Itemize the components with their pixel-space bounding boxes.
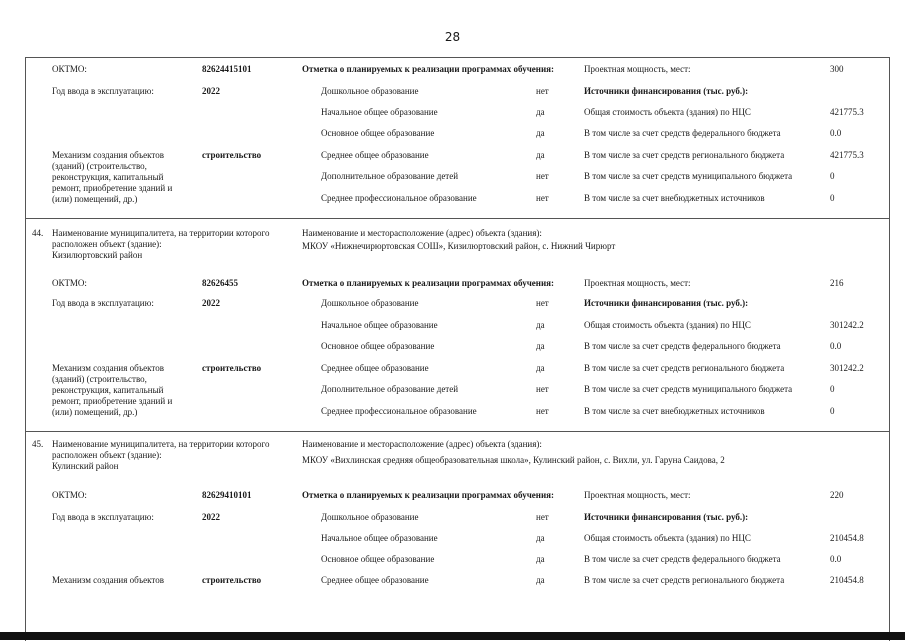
funding-value: 421775.3	[830, 107, 864, 117]
program-name: Среднее общее образование	[321, 575, 429, 585]
funding-name: Общая стоимость объекта (здания) по НЦС	[584, 107, 751, 117]
program-value: нет	[536, 406, 549, 416]
entry-number: 44.	[32, 228, 44, 238]
program-value: да	[536, 554, 545, 564]
oktmo-value: 82629410101	[202, 490, 252, 500]
entry-number: 45.	[32, 439, 44, 449]
program-name: Дополнительное образование детей	[321, 171, 459, 181]
scan-edge	[0, 632, 905, 640]
program-value: нет	[536, 193, 549, 203]
program-value: нет	[536, 298, 549, 308]
funding-value: 0.0	[830, 128, 842, 138]
program-value: да	[536, 128, 545, 138]
capacity-value: 300	[830, 64, 844, 74]
capacity-label: Проектная мощность, мест:	[584, 64, 691, 74]
year-label: Год ввода в эксплуатацию:	[52, 298, 154, 308]
funding-name: В том числе за счет средств регионального бюджета	[584, 363, 785, 373]
program-name: Начальное общее образование	[321, 533, 438, 543]
program-value: нет	[536, 384, 549, 394]
funding-value: 210454.8	[830, 533, 864, 543]
program-name: Среднее профессиональное образование	[321, 406, 477, 416]
program-value: да	[536, 575, 545, 585]
program-name: Начальное общее образование	[321, 107, 438, 117]
object-value: МКОУ «Нижнечирюртовская СОШ», Кизилюртовский район, с. Нижний Чирюрт	[302, 241, 616, 251]
funding-name: Общая стоимость объекта (здания) по НЦС	[584, 320, 751, 330]
funding-name: В том числе за счет средств муниципального бюджета	[584, 171, 793, 181]
program-name: Среднее общее образование	[321, 363, 429, 373]
program-name: Дополнительное образование детей	[321, 384, 459, 394]
oktmo-label: ОКТМО:	[52, 278, 87, 288]
entry-separator	[25, 218, 889, 219]
mechanism-value: строительство	[202, 363, 262, 373]
year-value: 2022	[202, 512, 220, 522]
funding-name: В том числе за счет внебюджетных источников	[584, 406, 765, 416]
page-number: 28	[444, 30, 461, 44]
program-value: да	[536, 363, 545, 373]
program-name: Дошкольное образование	[321, 512, 419, 522]
program-name: Дошкольное образование	[321, 86, 419, 96]
funding-name: В том числе за счет средств регионального бюджета	[584, 150, 785, 160]
funding-value: 0	[830, 193, 835, 203]
municipality-value: Кулинский район	[52, 461, 119, 471]
program-name: Основное общее образование	[321, 128, 435, 138]
program-value: нет	[536, 86, 549, 96]
funding-header: Источники финансирования (тыс. руб.):	[584, 298, 749, 308]
funding-value: 0.0	[830, 554, 842, 564]
capacity-label: Проектная мощность, мест:	[584, 278, 691, 288]
oktmo-value: 82626455	[202, 278, 238, 288]
program-name: Основное общее образование	[321, 554, 435, 564]
programs-header: Отметка о планируемых к реализации программах обучения:	[302, 490, 555, 500]
capacity-value: 216	[830, 278, 844, 288]
capacity-value: 220	[830, 490, 844, 500]
mechanism-label: Механизм создания объектов (зданий) (строительство, реконструкция, капитальный ремонт, приобретение зданий и (или) помещений, др.)	[52, 363, 173, 417]
program-name: Среднее общее образование	[321, 150, 429, 160]
funding-value: 0	[830, 406, 835, 416]
year-value: 2022	[202, 86, 220, 96]
funding-value: 0	[830, 171, 835, 181]
object-value: МКОУ «Вихлинская средняя общеобразовательная школа», Кулинский район, с. Вихли, ул. Гаруна Саидова, 2	[302, 455, 725, 465]
object-label: Наименование и месторасположение (адрес) объекта (здания):	[302, 228, 542, 238]
funding-name: В том числе за счет средств федерального бюджета	[584, 128, 781, 138]
funding-name: В том числе за счет средств федерального бюджета	[584, 554, 781, 564]
funding-name: Общая стоимость объекта (здания) по НЦС	[584, 533, 751, 543]
program-name: Начальное общее образование	[321, 320, 438, 330]
municipality-value: Кизилюртовский район	[52, 250, 143, 260]
program-value: нет	[536, 512, 549, 522]
funding-name: В том числе за счет внебюджетных источников	[584, 193, 765, 203]
year-label: Год ввода в эксплуатацию:	[52, 86, 154, 96]
funding-header: Источники финансирования (тыс. руб.):	[584, 86, 749, 96]
program-value: да	[536, 341, 545, 351]
funding-value: 0	[830, 384, 835, 394]
funding-value: 301242.2	[830, 320, 864, 330]
program-name: Дошкольное образование	[321, 298, 419, 308]
funding-value: 0.0	[830, 341, 842, 351]
mechanism-label: Механизм создания объектов	[52, 575, 164, 585]
program-name: Основное общее образование	[321, 341, 435, 351]
funding-value: 210454.8	[830, 575, 864, 585]
capacity-label: Проектная мощность, мест:	[584, 490, 691, 500]
programs-header: Отметка о планируемых к реализации программах обучения:	[302, 64, 555, 74]
municipality-label: Наименование муниципалитета, на территории которого расположен объект (здание):	[52, 439, 270, 460]
mechanism-label: Механизм создания объектов (зданий) (строительство, реконструкция, капитальный ремонт, приобретение зданий и (или) помещений, др.)	[52, 150, 173, 204]
funding-value: 301242.2	[830, 363, 864, 373]
oktmo-label: ОКТМО:	[52, 490, 87, 500]
funding-name: В том числе за счет средств муниципального бюджета	[584, 384, 793, 394]
program-value: да	[536, 533, 545, 543]
object-label: Наименование и месторасположение (адрес) объекта (здания):	[302, 439, 542, 449]
mechanism-value: строительство	[202, 150, 262, 160]
municipality-label: Наименование муниципалитета, на территории которого расположен объект (здание):	[52, 228, 270, 249]
funding-value: 421775.3	[830, 150, 864, 160]
year-label: Год ввода в эксплуатацию:	[52, 512, 154, 522]
mechanism-value: строительство	[202, 575, 262, 585]
program-value: да	[536, 320, 545, 330]
entry-separator	[25, 431, 889, 432]
program-value: нет	[536, 171, 549, 181]
oktmo-label: ОКТМО:	[52, 64, 87, 74]
year-value: 2022	[202, 298, 220, 308]
funding-name: В том числе за счет средств федерального бюджета	[584, 341, 781, 351]
programs-header: Отметка о планируемых к реализации программах обучения:	[302, 278, 555, 288]
program-value: да	[536, 150, 545, 160]
funding-header: Источники финансирования (тыс. руб.):	[584, 512, 749, 522]
program-value: да	[536, 107, 545, 117]
funding-name: В том числе за счет средств регионального бюджета	[584, 575, 785, 585]
oktmo-value: 82624415101	[202, 64, 252, 74]
program-name: Среднее профессиональное образование	[321, 193, 477, 203]
